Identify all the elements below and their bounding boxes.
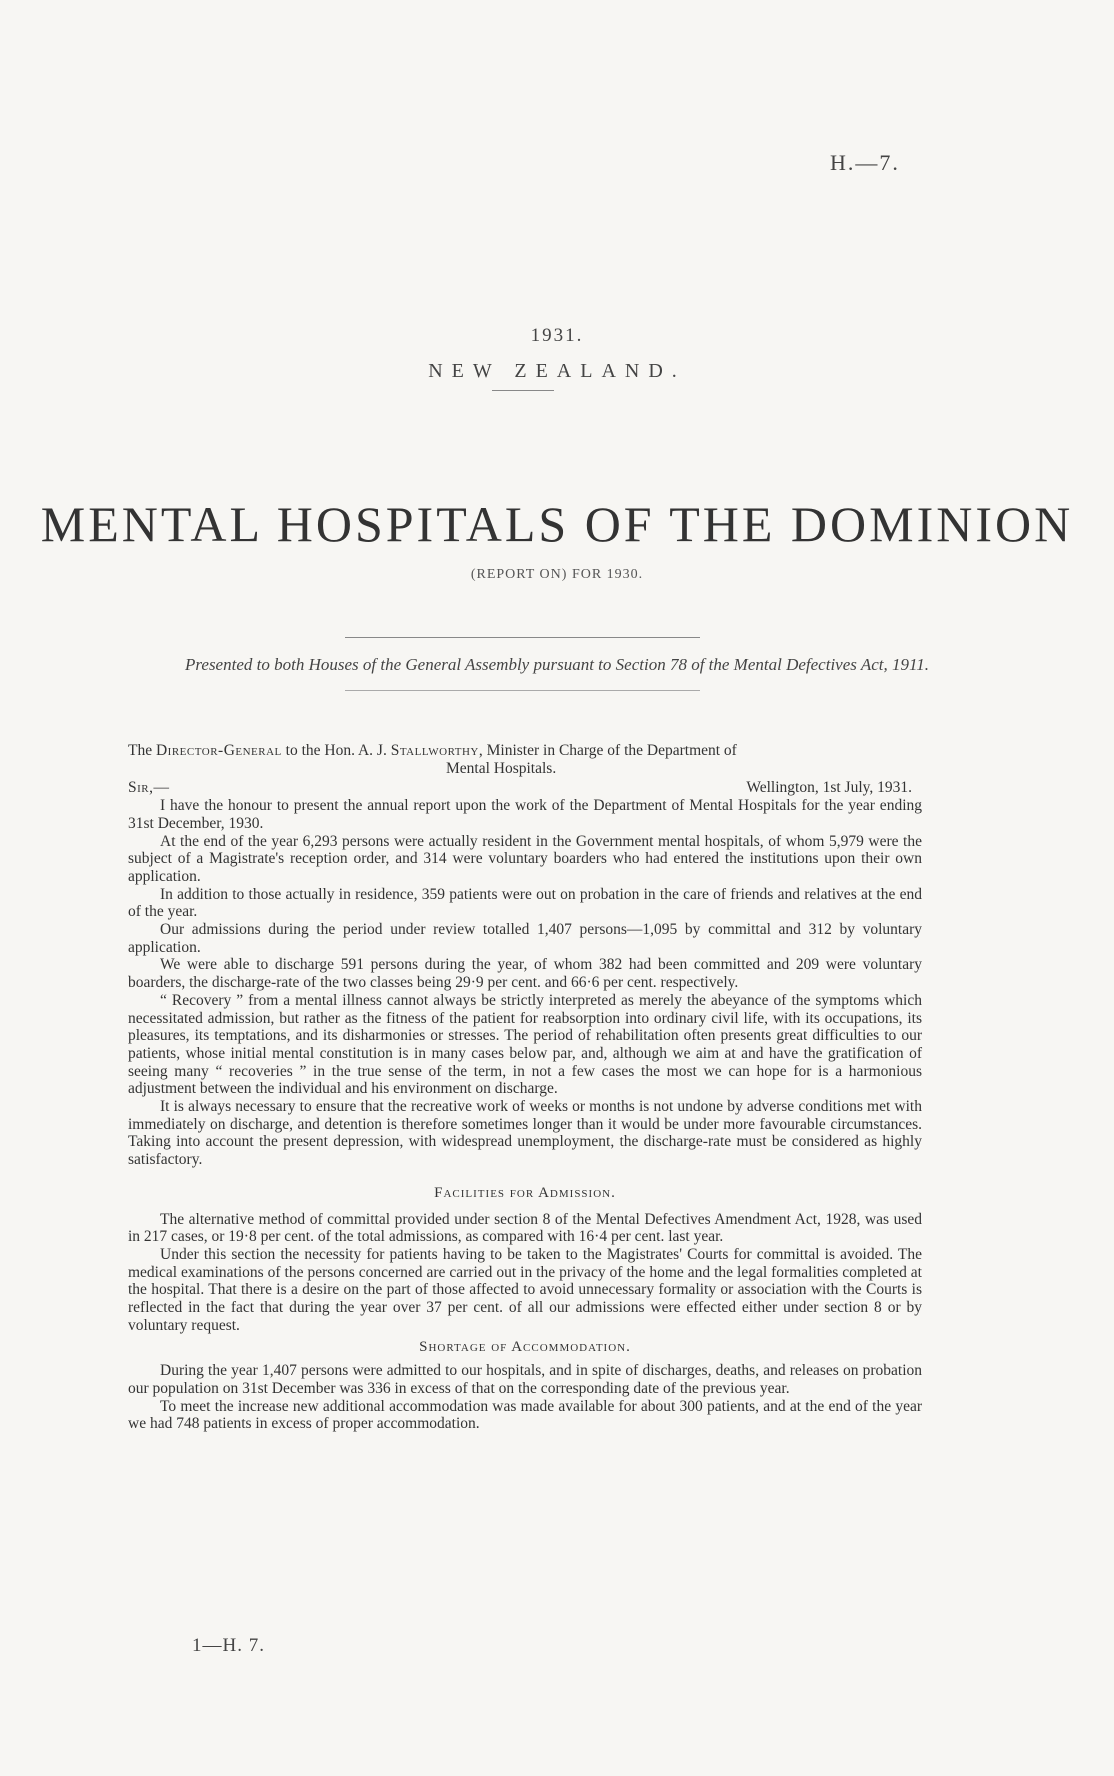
address-line-2: Mental Hospitals. (446, 759, 557, 777)
report-body (128, 742, 922, 1433)
presented-top-rule (345, 637, 700, 638)
letter-address (128, 742, 922, 760)
report-title: MENTAL HOSPITALS OF THE DOMINION (40, 496, 1074, 552)
report-year: 1931. (530, 325, 584, 346)
paragraph: “ Recovery ” from a mental illness cannot always be strictly interpreted as merely the abeyance of the symptoms which necessitated admission, but rather as the fitness of the patient for reabsorption into ordinary civil life, with its occupations, its pleasures, its temptations, and its disharmonies or stresses. The period of rehabilitation often presents great difficulties to our patients, whose initial mental constitution is in many cases below par, and, although we aim at and have the gratification of seeing many “ recoveries ” in the true sense of the term, in not a few cases the most we can hope for is a harmonious adjustment between the individual and his environment on discharge. (128, 991, 922, 1098)
address-rest: , Minister in Charge of the Department of (478, 742, 737, 759)
country-divider (492, 390, 554, 391)
paragraph: During the year 1,407 persons were admitted to our hospitals, and in spite of discharges, deaths, and releases on probation our population on 31st December was 336 in excess of that on the corresponding date of the previous year. (128, 1362, 922, 1397)
paragraph: Our admissions during the period under review totalled 1,407 persons—1,095 by committal and 312 by voluntary application. (128, 921, 922, 956)
section-heading-shortage: Shortage of Accommodation. (419, 1338, 631, 1355)
salutation: Sir,— (128, 779, 170, 797)
paragraph: To meet the increase new additional accommodation was made available for about 300 patients, and at the end of the year we had 748 patients in excess of proper accommodation. (128, 1397, 922, 1433)
paragraph: The alternative method of committal provided under section 8 of the Mental Defectives Amendment Act, 1928, was used in 217 cases, or 19·8 per cent. of the total admissions, as compared with 16·4 per cent. last year. (128, 1210, 922, 1246)
document-reference-code: H.—7. (830, 150, 900, 175)
section-heading-facilities: Facilities for Admission. (434, 1184, 616, 1201)
country-heading: NEW ZEALAND. (428, 360, 686, 382)
address-the: The (128, 742, 153, 759)
page-footer-code: 1—H. 7. (192, 1635, 265, 1656)
paragraph: It is always necessary to ensure that the recreative work of weeks or months is not undone by adverse conditions met with immediately on discharge, and detention is therefore sometimes longer than it would be under more favourable circumstances. Taking into account the present depression, with widespread unemployment, the discharge-rate must be considered as highly satisfactory. (128, 1098, 922, 1169)
salutation-row (128, 779, 922, 797)
paragraph: Under this section the necessity for patients having to be taken to the Magistrates' Courts for committal is avoided. The medical examinations of the persons concerned are carried out in the privacy of the home and the legal formalities completed at the hospital. That there is a desire on the part of those affected to avoid unnecessary formality or association with the Courts is reflected in the fact that during the year over 37 per cent. of all our admissions were effected either under section 8 or by voluntary request. (128, 1245, 922, 1334)
paragraph: At the end of the year 6,293 persons were actually resident in the Government mental hospitals, of whom 5,979 were the subject of a Magistrate's reception order, and 314 were voluntary boarders who had entered the institutions upon their own application. (128, 832, 922, 885)
presented-bottom-rule (345, 690, 700, 691)
paragraph: I have the honour to present the annual report upon the work of the Department of Mental Hospitals for the year ending 31st December, 1930. (128, 797, 922, 832)
place-date: Wellington, 1st July, 1931. (746, 779, 912, 797)
address-to: to the Hon. A. J. (285, 742, 387, 759)
minister-name: Stallworthy (390, 742, 479, 759)
report-subtitle: (REPORT ON) FOR 1930. (470, 567, 644, 582)
sender-title: Director-General (155, 742, 282, 759)
paragraph: We were able to discharge 591 persons during the year, of whom 382 had been committed and 209 were voluntary boarders, the discharge-rate of the two classes being 29·9 per cent. and 66·6 per cent. respectively. (128, 956, 922, 992)
presentation-note: Presented to both Houses of the General Assembly pursuant to Section 78 of the Mental Defectives Act, 1911. (185, 655, 929, 674)
paragraph: In addition to those actually in residence, 359 patients were out on probation in the care of friends and relatives at the end of the year. (128, 885, 922, 921)
